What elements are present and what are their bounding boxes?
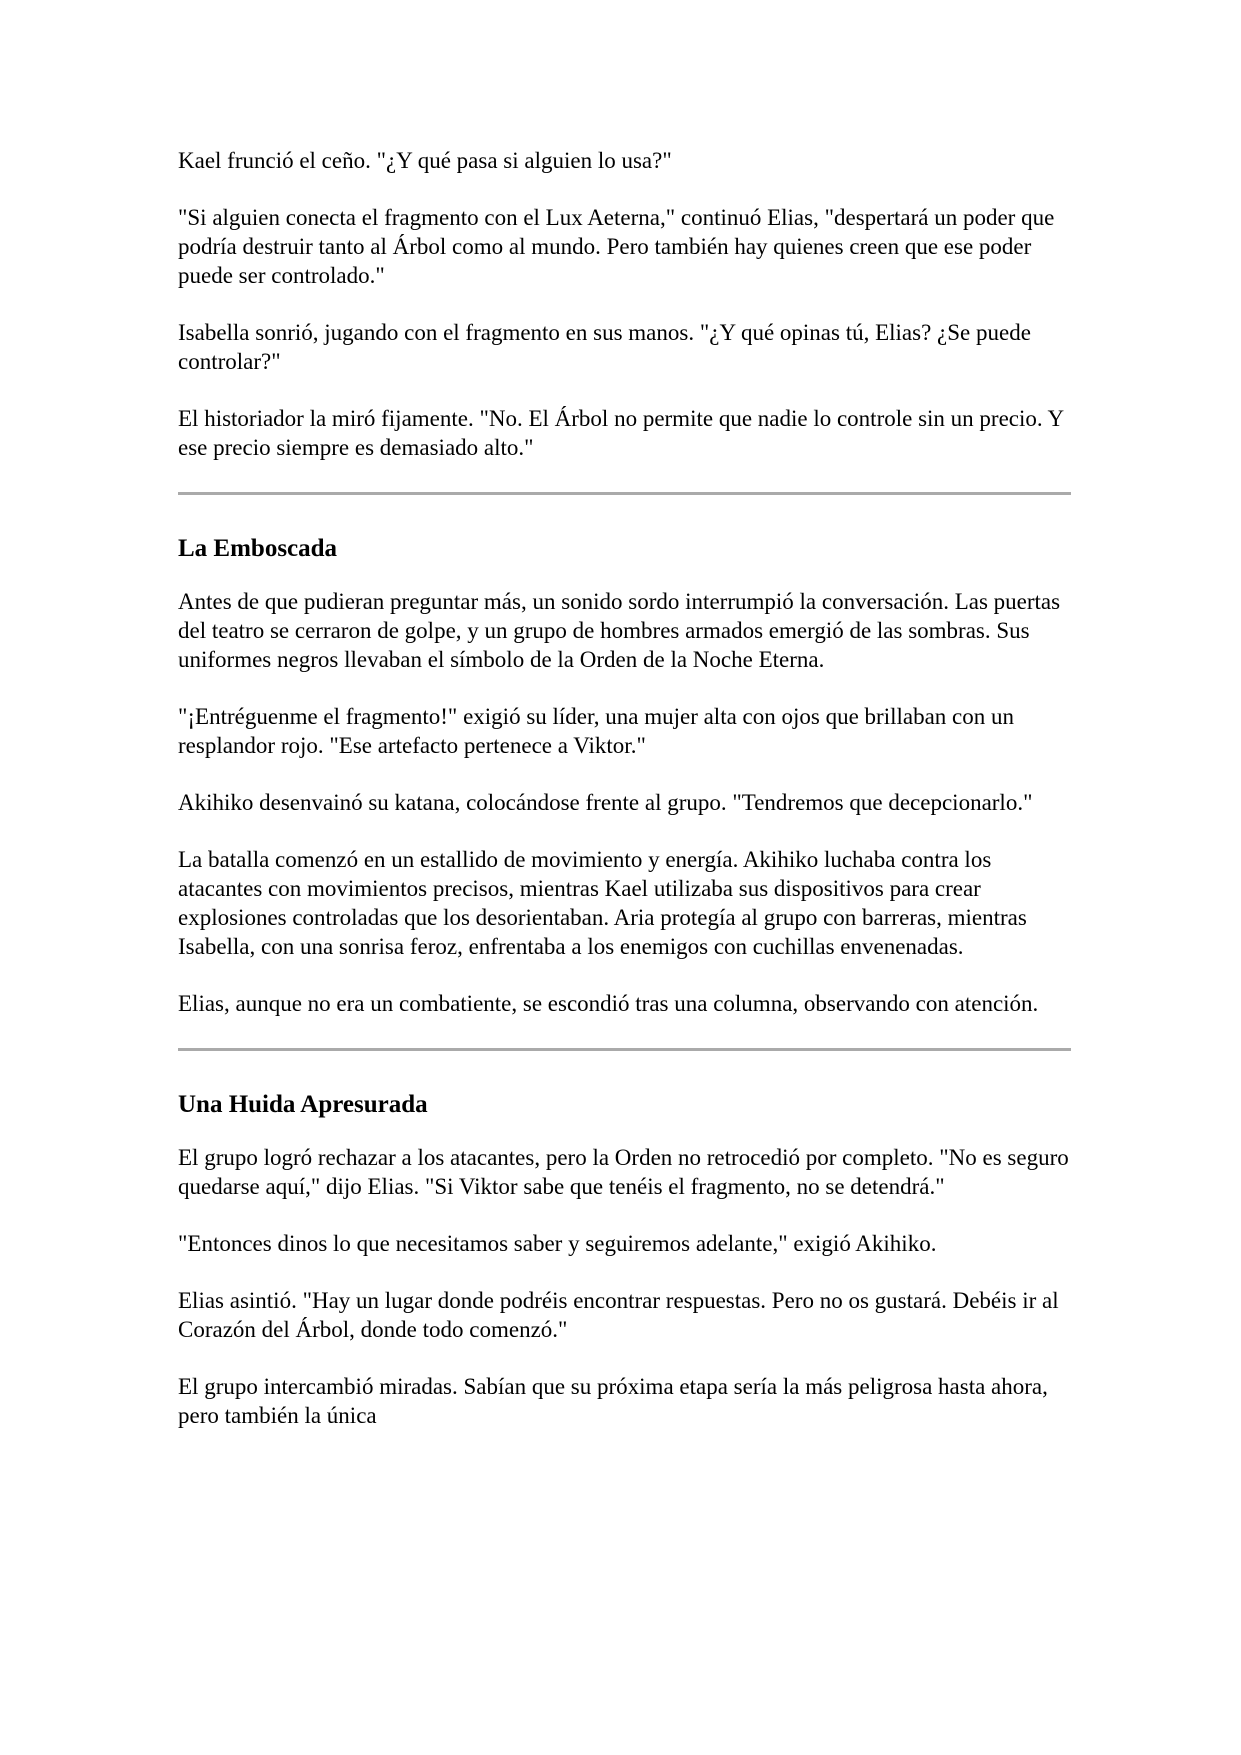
document-page	[178, 146, 1071, 1458]
paragraph: Kael frunció el ceño. "¿Y qué pasa si alguien lo usa?"	[178, 148, 672, 173]
paragraph: El grupo intercambió miradas. Sabían que su próxima etapa sería la más peligrosa hasta ahora, pero también la única	[178, 1374, 1048, 1428]
section-heading-la-emboscada: La Emboscada	[178, 535, 338, 562]
paragraph: Antes de que pudieran preguntar más, un sonido sordo interrumpió la conversación. Las puertas del teatro se cerraron de golpe, y un grupo de hombres armados emergió de las sombras. Sus uniformes negros llevaban el símbolo de la Orden de la Noche Eterna.	[178, 589, 1061, 672]
paragraph: El historiador la miró fijamente. "No. El Árbol no permite que nadie lo controle sin un precio. Y ese precio siempre es demasiado alto."	[178, 406, 1064, 460]
section-divider	[178, 1048, 1071, 1051]
section-divider	[178, 492, 1071, 495]
paragraph: "Si alguien conecta el fragmento con el Lux Aeterna," continuó Elias, "despertará un poder que podría destruir tanto al Árbol como al mundo. Pero también hay quienes creen que ese poder puede ser controlado."	[178, 205, 1055, 288]
section-heading-una-huida-apresurada: Una Huida Apresurada	[178, 1091, 428, 1118]
paragraph: La batalla comenzó en un estallido de movimiento y energía. Akihiko luchaba contra los atacantes con movimientos precisos, mientras Kael utilizaba sus dispositivos para crear explosiones controladas que los desorientaban. Aria protegía al grupo con barreras, mientras Isabella, con una sonrisa feroz, enfrentaba a los enemigos con cuchillas envenenadas.	[178, 847, 1027, 959]
paragraph: "Entonces dinos lo que necesitamos saber y seguiremos adelante," exigió Akihiko.	[178, 1231, 937, 1256]
paragraph: El grupo logró rechazar a los atacantes, pero la Orden no retrocedió por completo. "No es seguro quedarse aquí," dijo Elias. "Si Viktor sabe que tenéis el fragmento, no se detendrá."	[178, 1145, 1069, 1199]
paragraph: "¡Entréguenme el fragmento!" exigió su líder, una mujer alta con ojos que brillaban con un resplandor rojo. "Ese artefacto pertenece a Viktor."	[178, 704, 1015, 758]
paragraph: Elias, aunque no era un combatiente, se escondió tras una columna, observando con atención.	[178, 991, 1039, 1016]
paragraph: Akihiko desenvainó su katana, colocándose frente al grupo. "Tendremos que decepcionarlo."	[178, 790, 1033, 815]
paragraph: Isabella sonrió, jugando con el fragmento en sus manos. "¿Y qué opinas tú, Elias? ¿Se puede controlar?"	[178, 320, 1031, 374]
paragraph: Elias asintió. "Hay un lugar donde podréis encontrar respuestas. Pero no os gustará. Debéis ir al Corazón del Árbol, donde todo comenzó."	[178, 1288, 1059, 1342]
